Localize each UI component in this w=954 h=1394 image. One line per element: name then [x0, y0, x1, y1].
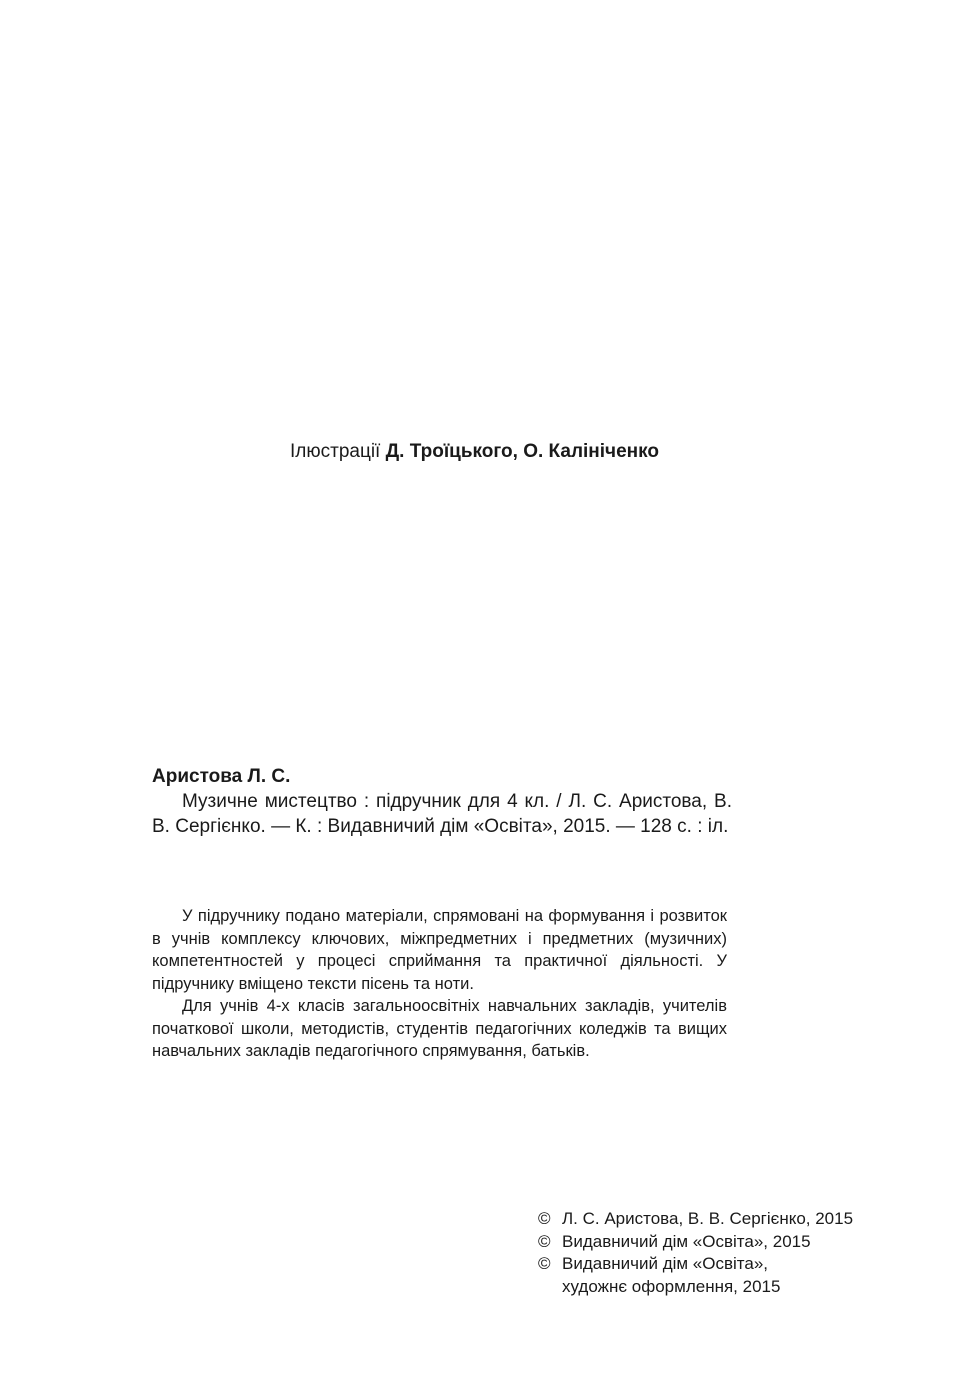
- illustrations-label: Ілюстрації: [290, 441, 381, 462]
- copyright-symbol: ©: [538, 1231, 551, 1251]
- copyright-line-design: [538, 1253, 853, 1276]
- annotation-paragraph-2: Для учнів 4-х класів загальноосвітніх навчальних закладів, учителів початкової школи, методистів, студентів педагогічних коледжів та вищих навчальних закладів педагогічного спрямування, батьків.: [152, 997, 727, 1060]
- copyright-text: Видавничий дім «Освіта», 2015: [562, 1231, 811, 1251]
- copyright-symbol: ©: [538, 1209, 551, 1228]
- record-author: Аристова Л. С.: [152, 766, 291, 787]
- copyright-text: Л. С. Аристова, В. В. Сергієнко, 2015: [562, 1209, 854, 1228]
- annotation: [152, 905, 727, 1063]
- copyright-text: художнє оформлення, 2015: [562, 1276, 781, 1296]
- copyright-line-publisher: [538, 1231, 853, 1254]
- record-entry: Музичне мистецтво : підручник для 4 кл. / Л. С. Аристова, В. В. Сергієнко. — К. : Видавничий дім «Освіта», 2015. — 128 с. : іл.: [152, 791, 732, 837]
- illustrations-credit: [290, 440, 659, 464]
- copyright-symbol: ©: [538, 1254, 551, 1273]
- copyright-line-design-continuation: [538, 1276, 853, 1299]
- copyright-text: Видавничий дім «Освіта»,: [562, 1254, 769, 1273]
- bibliographic-record: [152, 764, 732, 839]
- illustrations-names: Д. Троїцького, О. Калініченко: [385, 441, 659, 462]
- copyright-line-authors: [538, 1208, 853, 1231]
- annotation-paragraph-1: У підручнику подано матеріали, спрямовані на формування і розвиток в учнів комплексу ключових, міжпредметних і предметних (музичних) компетентностей у процесі сприймання та практичної діяльності. У підручнику вміщено тексти пісень та ноти.: [152, 907, 727, 993]
- copyright-block: [538, 1208, 853, 1298]
